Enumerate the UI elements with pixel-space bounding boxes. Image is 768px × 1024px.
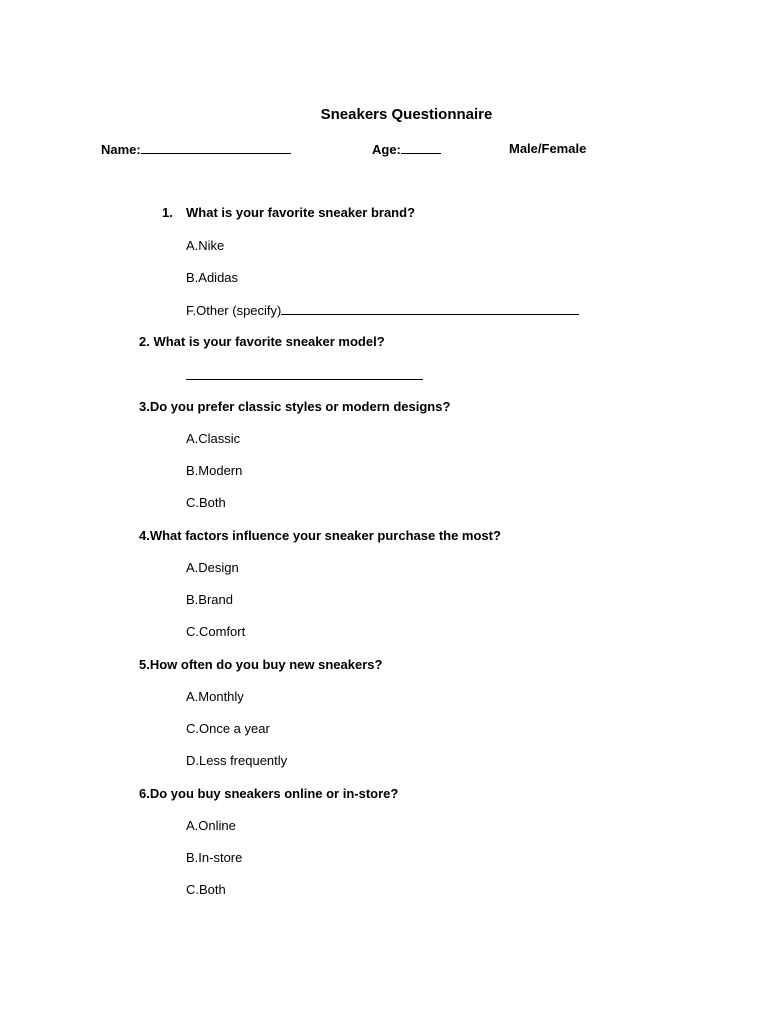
gender-label[interactable]: Male/Female [509,141,587,156]
name-blank-line[interactable] [141,141,291,154]
question-4-option-a[interactable]: A.Design [186,560,239,575]
question-1-option-other[interactable] [186,302,579,318]
question-6-option-a[interactable]: A.Online [186,818,236,833]
question-1-option-other-label: F.Other (specify) [186,303,282,318]
question-5-option-d[interactable]: D.Less frequently [186,753,288,768]
question-3-option-b[interactable]: B.Modern [186,463,243,478]
question-5-option-c[interactable]: C.Once a year [186,721,270,736]
question-5-text: 5.How often do you buy new sneakers? [139,657,383,672]
question-1-option-b[interactable]: B.Adidas [186,270,239,285]
question-3-option-c[interactable]: C.Both [186,495,226,510]
name-label: Name: [101,142,141,157]
age-field[interactable] [372,141,441,157]
name-field[interactable] [101,141,291,157]
question-4-option-b[interactable]: B.Brand [186,592,233,607]
page-title: Sneakers Questionnaire [320,106,493,123]
question-2-answer-line[interactable] [186,379,423,380]
age-label: Age: [372,142,401,157]
question-3-text: 3.Do you prefer classic styles or modern designs? [139,399,451,414]
question-5-option-a[interactable]: A.Monthly [186,689,244,704]
age-blank-line[interactable] [401,141,441,154]
question-4-option-c[interactable]: C.Comfort [186,624,246,639]
question-6-option-c[interactable]: C.Both [186,882,226,897]
question-1-number: 1. [162,205,173,220]
question-6-option-b[interactable]: B.In-store [186,850,243,865]
question-1-text: What is your favorite sneaker brand? [186,205,416,220]
question-4-text: 4.What factors influence your sneaker purchase the most? [139,528,501,543]
other-specify-blank-line[interactable] [281,302,579,315]
question-2-text: 2. What is your favorite sneaker model? [139,334,385,349]
question-6-text: 6.Do you buy sneakers online or in-store? [139,786,399,801]
question-1-option-a[interactable]: A.Nike [186,238,225,253]
question-3-option-a[interactable]: A.Classic [186,431,241,446]
